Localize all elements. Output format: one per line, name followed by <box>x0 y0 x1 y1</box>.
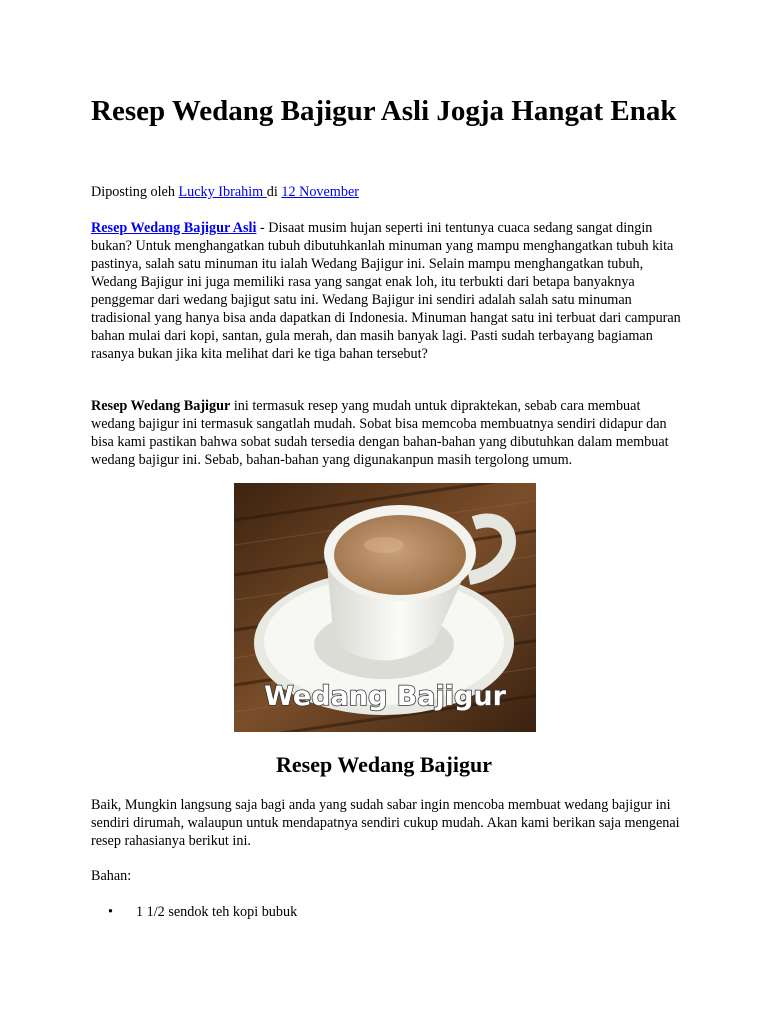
article-title: Resep Wedang Bajigur Asli Jogja Hangat Enak <box>91 95 677 127</box>
author-link[interactable]: Lucky Ibrahim <box>178 184 267 200</box>
bold-recipe-term: Resep Wedang Bajigur <box>91 398 231 414</box>
date-link[interactable]: 12 November <box>281 184 359 200</box>
intro-text: - Disaat musim hujan seperti ini tentunya cuaca sedang sangat dingin bukan? Untuk menghangatkan tubuh dibutuhkanlah minuman yang mampu menghangatkan tubuh kita pastinya, salah satu minuman itu ialah Wedang Bajigur ini. Selain mampu menghangatkan tubuh, Wedang Bajigur ini juga memiliki rasa yang sangat enak loh, itu terbukti dari betapa banyaknya penggemar dari wedang bajigut satu ini. Wedang Bajigur ini sendiri adalah salah satu minuman tradisional yang hanya bisa anda dapatkan di Indonesia. Minuman hangat satu ini terbuat dari campuran bahan mulai dari kopi, santan, gula merah, dan masih banyak lagi. Pasti sudah terbayang bagiaman rasanya bukan jika kita melihat dari ke tiga bahan tersebut? <box>91 220 681 362</box>
ingredients-list <box>91 903 297 921</box>
recipe-subheading: Resep Wedang Bajigur <box>276 752 492 777</box>
ingredients-label: Bahan: <box>91 868 132 884</box>
meta-prefix: Diposting oleh <box>91 184 179 200</box>
wedang-bajigur-photo <box>234 483 536 732</box>
ingredient-item: • 1 1/2 sendok teh kopi bubuk <box>91 903 297 921</box>
second-text: ini termasuk resep yang mudah untuk dipraktekan, sebab cara membuat wedang bajigur ini termasuk sangatlah mudah. Sobat bisa memcoba membuatnya sendiri didapur dan bisa kami pastikan bahwa sobat sudah tersedia dengan bahan-bahan yang dibutuhkan dalam membuat wedang bajigur ini. Sebab, bahan-bahan yang digunakanpun masih tergolong umum. <box>91 398 669 468</box>
third-paragraph: Baik, Mungkin langsung saja bagi anda yang sudah sabar ingin mencoba membuat wedang bajigur ini sendiri dirumah, walaupun untuk mendapatnya sendiri cukup mudah. Akan kami berikan saja mengenai resep rahasianya berikut ini. <box>91 797 680 849</box>
second-paragraph <box>91 397 683 469</box>
photo-caption: Wedang Bajigur <box>264 681 506 712</box>
post-meta <box>91 183 683 201</box>
recipe-link[interactable]: Resep Wedang Bajigur Asli <box>91 220 257 236</box>
intro-paragraph <box>91 219 683 363</box>
meta-middle: di <box>266 184 282 200</box>
